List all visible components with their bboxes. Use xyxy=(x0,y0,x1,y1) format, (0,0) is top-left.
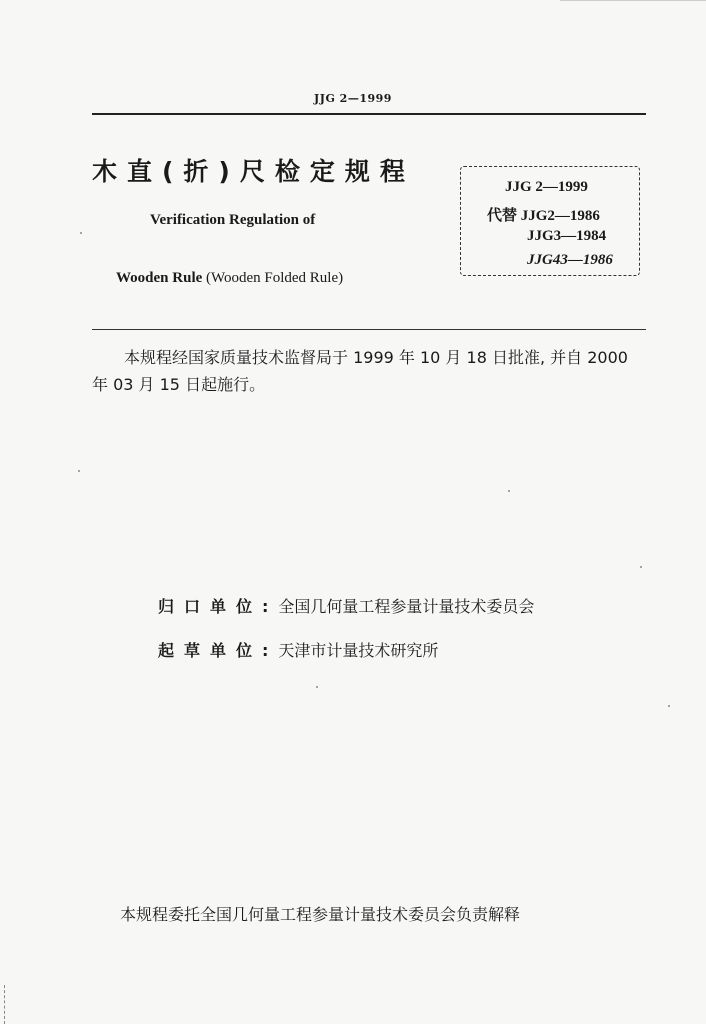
approval-paragraph: 本规程经国家质量技术监督局于 1999 年 10 月 18 日批准, 并自 2000 年 03 月 15 日起施行。 xyxy=(92,348,628,394)
scan-speck xyxy=(640,566,642,568)
scan-speck xyxy=(668,705,670,707)
replace-line-2: 代替 JJG2—1986 xyxy=(487,208,600,224)
title-chinese: 木直(折)尺检定规程 xyxy=(92,157,415,186)
unit-label: 归口单位: xyxy=(158,597,279,616)
scan-edge-line xyxy=(560,0,706,1)
scan-speck xyxy=(316,686,318,688)
unit-row-drafting xyxy=(158,638,438,661)
replace-line-1: JJG 2—1999 xyxy=(505,179,588,195)
replace-line-3: JJG3—1984 xyxy=(527,228,607,244)
scan-speck xyxy=(508,490,510,492)
unit-value: 全国几何量工程参量计量技术委员会 xyxy=(278,597,535,616)
scan-edge-mark xyxy=(4,985,5,1024)
unit-label: 起草单位: xyxy=(158,641,279,660)
unit-value: 天津市计量技术研究所 xyxy=(278,641,439,660)
scan-speck xyxy=(80,232,82,234)
title-english-rest: (Wooden Folded Rule) xyxy=(202,270,344,286)
title-english-bold: Wooden Rule xyxy=(116,270,203,286)
header-rule xyxy=(92,113,646,115)
interpretation-note: 本规程委托全国几何量工程参量计量技术委员会负责解释 xyxy=(120,905,521,924)
title-english-line1: Verification Regulation of xyxy=(150,212,316,228)
replacement-info-box xyxy=(460,166,640,276)
section-rule xyxy=(92,329,646,330)
scan-speck xyxy=(78,470,80,472)
title-english-line2 xyxy=(116,270,343,287)
unit-row-responsible xyxy=(158,594,534,617)
header-standard-code: JJG 2—1999 xyxy=(314,92,392,105)
replace-line-4: JJG43—1986 xyxy=(527,252,613,268)
